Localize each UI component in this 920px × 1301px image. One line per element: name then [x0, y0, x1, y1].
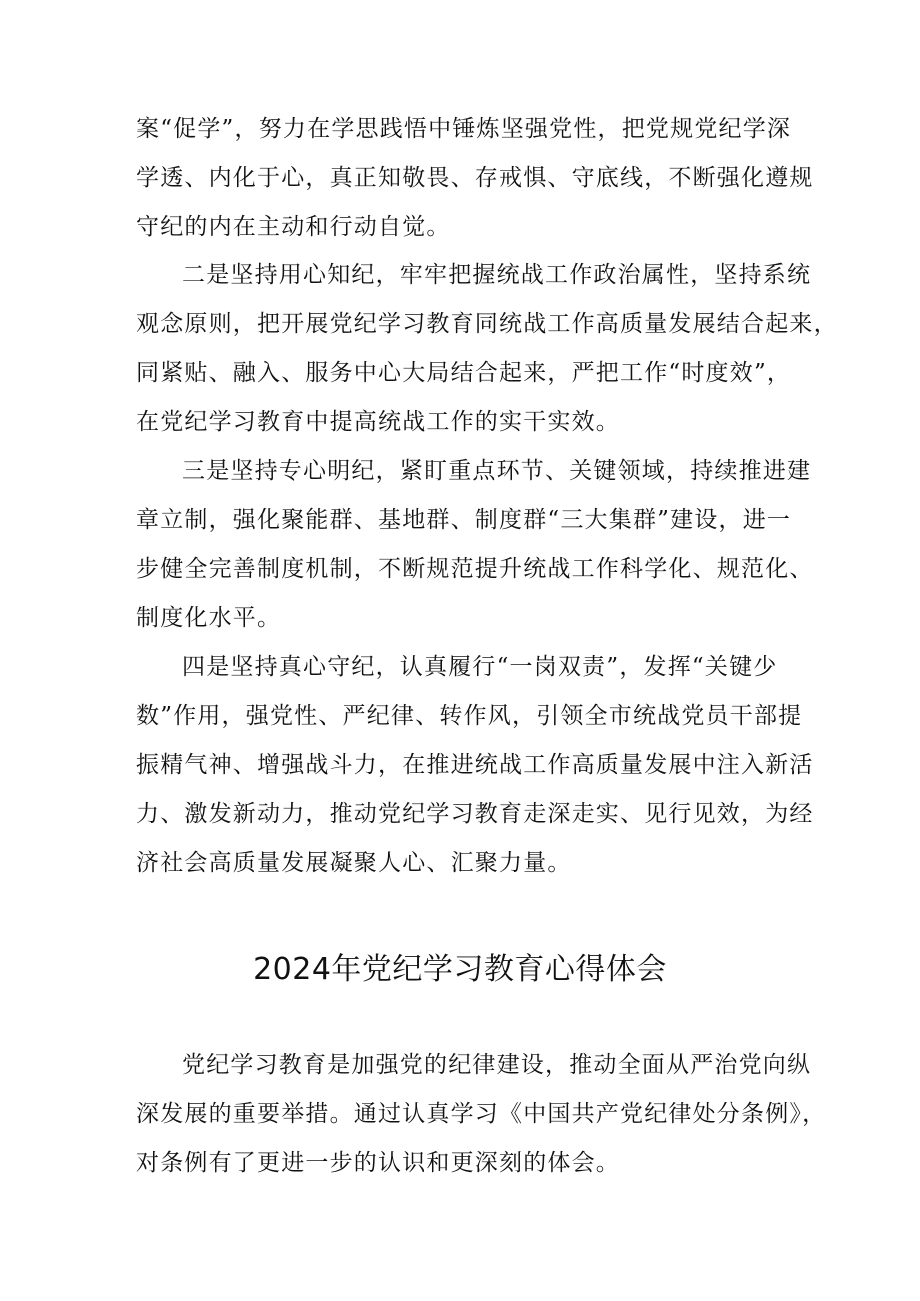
text-line: 三是坚持专心明纪，紧盯重点环节、关键领域，持续推进建 — [182, 458, 812, 484]
text-line: 振精气神、增强战斗力，在推进统战工作高质量发展中注入新活 — [136, 752, 814, 778]
text-line: 深发展的重要举措。通过认真学习《中国共产党纪律处分条例》， — [136, 1101, 827, 1127]
text-line: 力、激发新动力，推动党纪学习教育走深走实、见行见效，为经 — [136, 801, 814, 827]
text-line: 二是坚持用心知纪，牢牢把握统战工作政治属性，坚持系统 — [182, 262, 812, 288]
text-line: 党纪学习教育是加强党的纪律建设，推动全面从严治党向纵 — [182, 1052, 812, 1078]
paragraph-point-three — [136, 447, 814, 643]
text-line: 同紧贴、融入、服务中心大局结合起来，严把工作“时度效”， — [136, 360, 792, 386]
text-line: 制度化水平。 — [136, 605, 282, 631]
text-line: 济社会高质量发展凝聚人心、汇聚力量。 — [136, 850, 572, 876]
text-line: 数”作用，强党性、严纪律、转作风，引领全市统战党员干部提 — [136, 703, 803, 729]
text-line: 学透、内化于心，真正知敬畏、存戒惧、守底线，不断强化遵规 — [136, 165, 814, 191]
paragraph-intro — [136, 1041, 827, 1188]
text-line: 观念原则，把开展党纪学习教育同统战工作高质量发展结合起来， — [136, 311, 838, 337]
text-line: 章立制，强化聚能群、基地群、制度群“三大集群”建设，进一 — [136, 507, 792, 533]
paragraph-point-four — [136, 643, 814, 888]
text-line: 守纪的内在主动和行动自觉。 — [136, 214, 451, 240]
text-line: 对条例有了更进一步的认识和更深刻的体会。 — [136, 1150, 620, 1176]
paragraph-point-two — [136, 251, 838, 447]
text-line: 案“促学”，努力在学思践悟中锤炼坚强党性，把党规党纪学深 — [136, 116, 792, 142]
section-title: 2024年党纪学习教育心得体会 — [253, 952, 667, 987]
text-line: 四是坚持真心守纪，认真履行“一岗双责”，发挥“关键少 — [182, 654, 778, 680]
text-line: 在党纪学习教育中提高统战工作的实干实效。 — [136, 409, 620, 435]
paragraph-continuation — [136, 105, 814, 252]
text-line: 步健全完善制度机制，不断规范提升统战工作科学化、规范化、 — [136, 556, 814, 582]
